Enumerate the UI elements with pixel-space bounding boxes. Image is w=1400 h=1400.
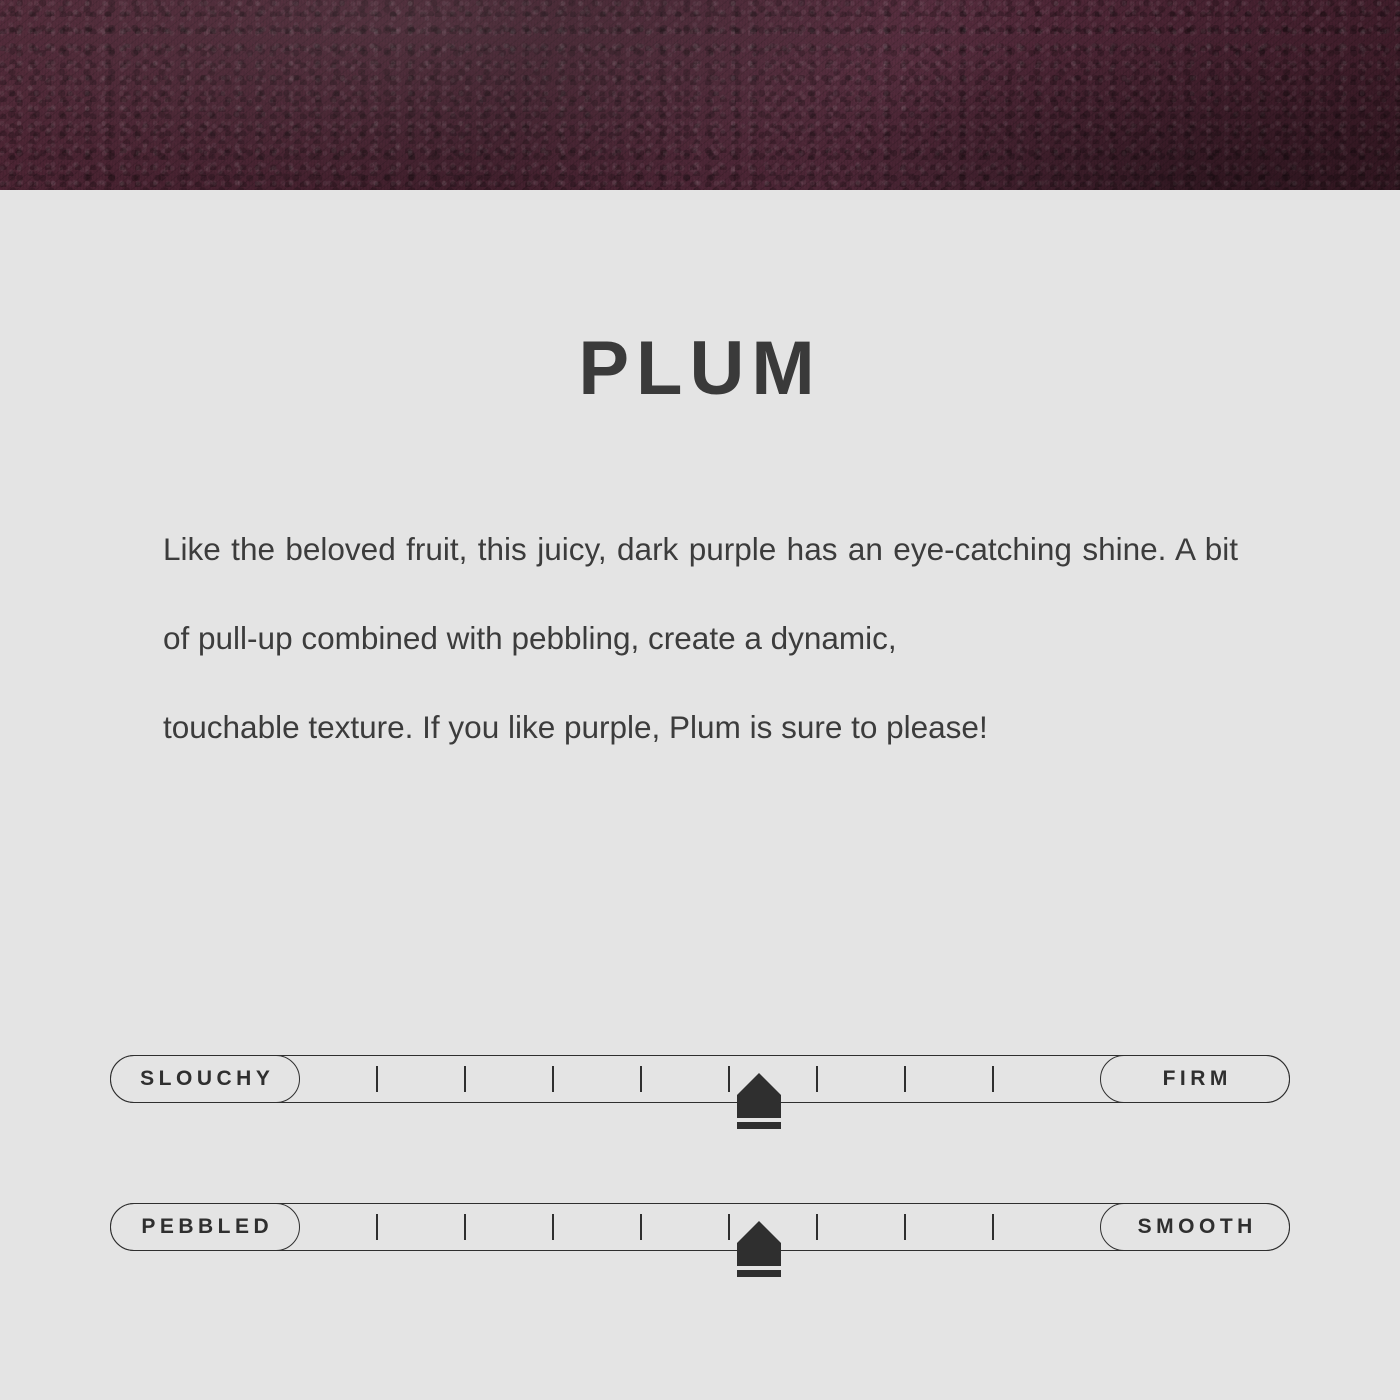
- marker-pin-icon: [737, 1073, 781, 1095]
- marker-body: [737, 1243, 781, 1266]
- scale-tick: [640, 1214, 642, 1240]
- scale-marker-texture[interactable]: [737, 1221, 781, 1277]
- scale-tick: [728, 1066, 730, 1092]
- scale-tick: [904, 1066, 906, 1092]
- scale-left-label: SLOUCHY: [110, 1055, 300, 1103]
- scale-tick: [552, 1214, 554, 1240]
- scale-tick: [992, 1214, 994, 1240]
- attribute-scales: [110, 1055, 1290, 1351]
- scale-tick: [464, 1214, 466, 1240]
- marker-foot: [737, 1270, 781, 1277]
- description-line-2: shine. A bit of pull-up combined with pebbling, create a dynamic,: [163, 531, 1238, 656]
- scale-firmness: [110, 1055, 1290, 1103]
- leather-sheen-overlay: [0, 0, 1400, 190]
- scale-marker-firmness[interactable]: [737, 1073, 781, 1129]
- scale-tick: [464, 1066, 466, 1092]
- description-text: [163, 505, 1238, 772]
- scale-right-label: FIRM: [1100, 1055, 1290, 1103]
- marker-foot: [737, 1122, 781, 1129]
- scale-texture: [110, 1203, 1290, 1251]
- scale-tick: [904, 1214, 906, 1240]
- scale-ticks: [300, 1203, 1100, 1251]
- scale-tick: [992, 1066, 994, 1092]
- scale-tick: [728, 1214, 730, 1240]
- scale-tick: [552, 1066, 554, 1092]
- description-line-3: touchable texture. If you like purple, Plum is sure to please!: [163, 709, 988, 745]
- scale-right-label: SMOOTH: [1100, 1203, 1290, 1251]
- scale-tick: [376, 1066, 378, 1092]
- page-title: PLUM: [578, 326, 822, 411]
- scale-tick: [376, 1214, 378, 1240]
- scale-tick: [816, 1214, 818, 1240]
- description-line-1: Like the beloved fruit, this juicy, dark purple has an eye-catching: [163, 531, 1072, 567]
- scale-tick: [816, 1066, 818, 1092]
- scale-tick: [640, 1066, 642, 1092]
- scale-ticks: [300, 1055, 1100, 1103]
- scale-left-label: PEBBLED: [110, 1203, 300, 1251]
- marker-pin-icon: [737, 1221, 781, 1243]
- leather-swatch-band: [0, 0, 1400, 190]
- marker-body: [737, 1095, 781, 1118]
